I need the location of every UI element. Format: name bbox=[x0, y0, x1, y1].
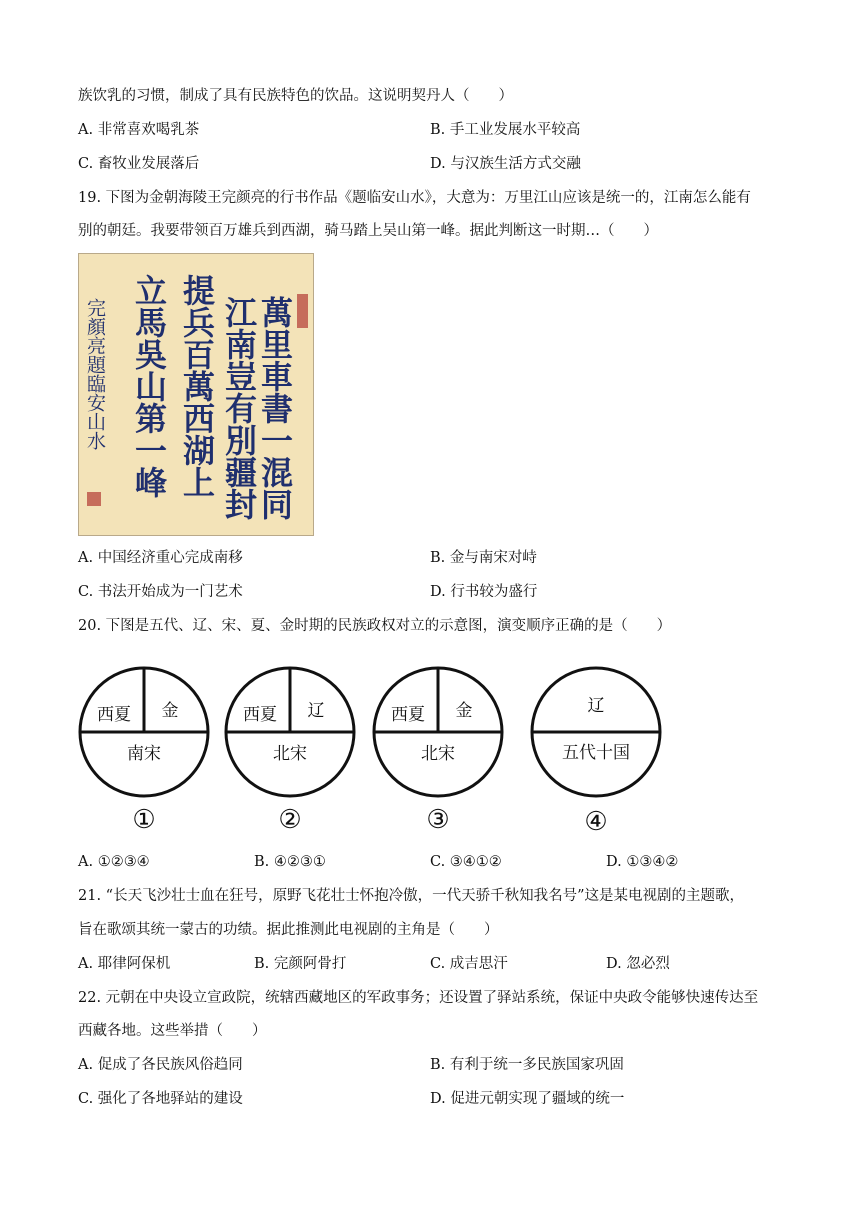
q19-stem-line1: 19. 下图为金朝海陵王完颜亮的行书作品《题临安山水》，大意为：万里江山应该是统一的，江南怎么能有 bbox=[78, 190, 751, 206]
q20-stem: 20. 下图是五代、辽、宋、夏、金时期的民族政权对立的示意图，演变顺序正确的是（ ） bbox=[78, 618, 672, 634]
q20-option-b[interactable]: B. ④②③① bbox=[254, 854, 326, 870]
q22-stem-line1: 22. 元朝在中央设立宣政院，统辖西藏地区的军政事务；还设置了驿站系统，保证中央政令能够快速传达至 bbox=[78, 990, 759, 1006]
q18-option-b[interactable]: B. 手工业发展水平较高 bbox=[430, 122, 581, 138]
diagram-1-label: ① bbox=[132, 805, 156, 835]
q21-option-c[interactable]: C. 成吉思汗 bbox=[430, 956, 508, 972]
diagram-2 bbox=[226, 668, 354, 835]
q18-option-d[interactable]: D. 与汉族生活方式交融 bbox=[430, 156, 581, 172]
q19-stem-line2: 别的朝廷。我要带领百万雄兵到西湖，骑马踏上吴山第一峰。据此判断这一时期…（ ） bbox=[78, 223, 658, 239]
q20-option-c[interactable]: C. ③④①② bbox=[430, 854, 502, 870]
q22-option-d[interactable]: D. 促进元朝实现了疆域的统一 bbox=[430, 1091, 625, 1107]
calligraphy-signature: 完顏亮題臨安山水 bbox=[84, 298, 106, 450]
diagram-4 bbox=[532, 668, 660, 837]
diagram-1 bbox=[80, 668, 208, 835]
q19-option-c[interactable]: C. 书法开始成为一门艺术 bbox=[78, 584, 243, 600]
q21-option-d[interactable]: D. 忽必烈 bbox=[606, 956, 670, 972]
diagram-3-top-right: 金 bbox=[455, 701, 473, 721]
q22-option-a[interactable]: A. 促成了各民族风俗趋同 bbox=[78, 1057, 243, 1073]
diagram-3-top-left: 西夏 bbox=[391, 705, 425, 725]
q18-option-a[interactable]: A. 非常喜欢喝乳茶 bbox=[78, 122, 200, 138]
q20-option-d[interactable]: D. ①③④② bbox=[606, 854, 679, 870]
diagram-3 bbox=[374, 668, 502, 835]
q21-stem-line1: 21. “长天飞沙壮士血在狂号，原野飞花壮士怀抱冷傲，一代天骄千秋知我名号”这是某电视剧的主题歌， bbox=[78, 888, 744, 904]
q19-option-a[interactable]: A. 中国经济重心完成南移 bbox=[78, 550, 243, 566]
diagram-1-bottom: 南宋 bbox=[127, 744, 161, 764]
q21-option-b[interactable]: B. 完颜阿骨打 bbox=[254, 956, 347, 972]
q18-option-c[interactable]: C. 畜牧业发展落后 bbox=[78, 156, 200, 172]
q21-option-a[interactable]: A. 耶律阿保机 bbox=[78, 956, 171, 972]
seal-bottom bbox=[87, 492, 101, 506]
diagram-3-label: ③ bbox=[426, 805, 450, 835]
calligraphy-col-3: 提兵百萬西湖上 bbox=[178, 274, 216, 498]
q22-option-c[interactable]: C. 强化了各地驿站的建设 bbox=[78, 1091, 243, 1107]
seal-top bbox=[297, 294, 308, 328]
q21-stem-line2: 旨在歌颂其统一蒙古的功绩。据此推测此电视剧的主角是（ ） bbox=[78, 922, 499, 938]
q19-option-d[interactable]: D. 行书较为盛行 bbox=[430, 584, 538, 600]
calligraphy-col-1: 萬里車書一混同 bbox=[256, 296, 294, 520]
diagram-4-bottom: 五代十国 bbox=[562, 743, 630, 763]
q19-option-b[interactable]: B. 金与南宋对峙 bbox=[430, 550, 537, 566]
diagram-1-top-right: 金 bbox=[161, 701, 179, 721]
diagram-1-top-left: 西夏 bbox=[97, 705, 131, 725]
diagram-4-top: 辽 bbox=[587, 696, 605, 716]
diagram-2-top-right: 辽 bbox=[307, 701, 325, 721]
q18-stem: 族饮乳的习惯，制成了具有民族特色的饮品。这说明契丹人（ ） bbox=[78, 88, 513, 104]
calligraphy-col-4: 立馬吳山第一峰 bbox=[130, 274, 168, 498]
diagram-3-bottom: 北宋 bbox=[421, 744, 455, 764]
calligraphy-image bbox=[78, 253, 314, 536]
diagram-2-label: ② bbox=[278, 805, 302, 835]
diagram-2-bottom: 北宋 bbox=[273, 744, 307, 764]
diagram-2-top-left: 西夏 bbox=[243, 705, 277, 725]
regime-diagrams bbox=[78, 658, 678, 838]
q22-stem-line2: 西藏各地。这些举措（ ） bbox=[78, 1023, 267, 1039]
q22-option-b[interactable]: B. 有利于统一多民族国家巩固 bbox=[430, 1057, 624, 1073]
calligraphy-col-2: 江南豈有別疆封 bbox=[220, 296, 258, 520]
q20-option-a[interactable]: A. ①②③④ bbox=[78, 854, 150, 870]
diagram-4-label: ④ bbox=[584, 807, 608, 837]
